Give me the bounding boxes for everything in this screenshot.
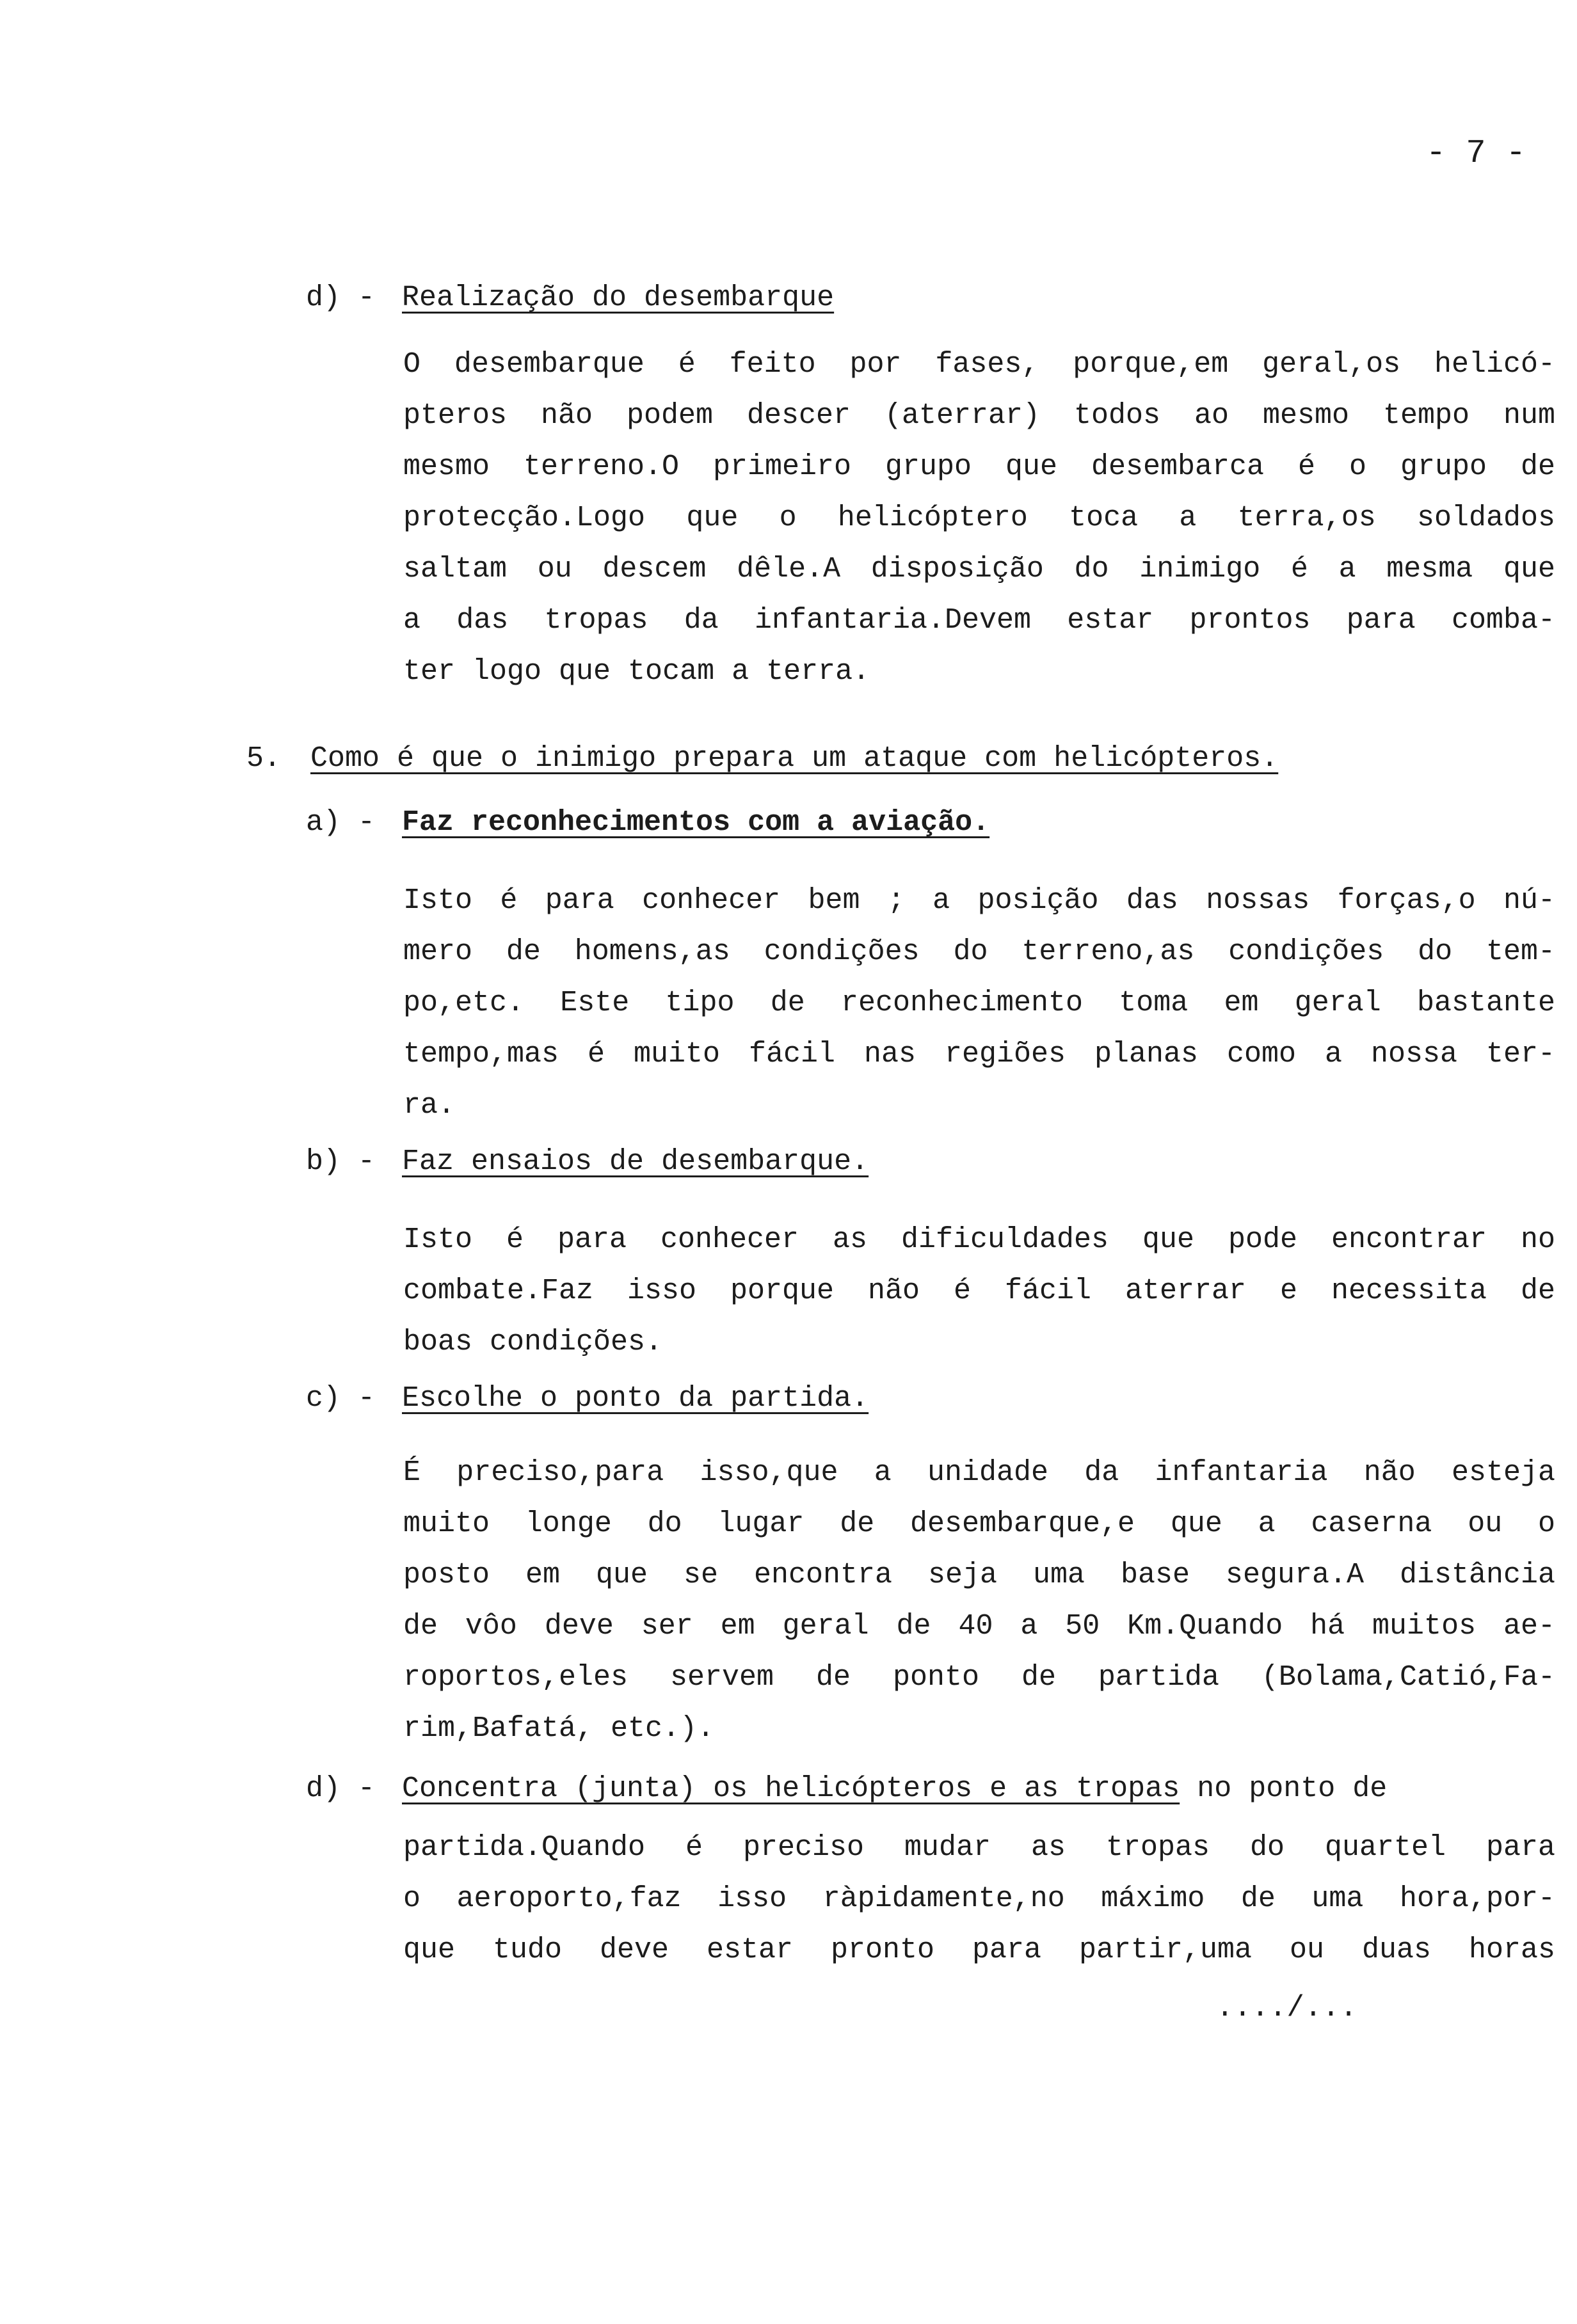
- text-line: Isto é para conhecer as dificuldades que pode encontrar no: [403, 1223, 1555, 1256]
- subsection-d-label: [306, 282, 834, 314]
- subsection-heading: Faz reconhecimentos com a aviação.: [402, 806, 990, 839]
- text-line: a das tropas da infantaria.Devem estar prontos para comba-: [403, 604, 1555, 637]
- subsection-heading: Escolhe o ponto da partida.: [402, 1382, 869, 1415]
- paragraph-concentra: [403, 1822, 1555, 1976]
- subsection-d2-label: [306, 1772, 1387, 1805]
- subsection-marker: c) -: [306, 1382, 376, 1415]
- text-line: mesmo terreno.O primeiro grupo que desembarca é o grupo de: [403, 450, 1555, 483]
- text-line: O desembarque é feito por fases, porque,em geral,os helicó-: [403, 348, 1555, 381]
- text-line: Isto é para conhecer bem ; a posição das nossas forças,o nú-: [403, 884, 1555, 917]
- paragraph-reconhecimentos: [403, 875, 1555, 1131]
- subsection-heading: Concentra (junta) os helicópteros e as tropas: [402, 1772, 1180, 1805]
- paragraph-ensaios: [403, 1214, 1555, 1368]
- text-line: pteros não podem descer (aterrar) todos ao mesmo tempo num: [403, 399, 1555, 432]
- subsection-b-label: [306, 1145, 869, 1178]
- text-line: que tudo deve estar pronto para partir,uma ou duas horas: [403, 1934, 1555, 1966]
- text-line: de vôo deve ser em geral de 40 a 50 Km.Quando há muitos ae-: [403, 1610, 1555, 1643]
- text-line: tempo,mas é muito fácil nas regiões planas como a nossa ter-: [403, 1038, 1555, 1070]
- page-number: - 7 -: [1426, 134, 1526, 172]
- subsection-heading: Faz ensaios de desembarque.: [402, 1145, 869, 1178]
- text-line: mero de homens,as condições do terreno,as condições do tem-: [403, 935, 1555, 968]
- text-line: É preciso,para isso,que a unidade da infantaria não esteja: [403, 1456, 1555, 1489]
- text-line: combate.Faz isso porque não é fácil aterrar e necessita de: [403, 1275, 1555, 1307]
- subsection-a-label: [306, 806, 989, 839]
- text-line: protecção.Logo que o helicóptero toca a terra,os soldados: [403, 502, 1555, 534]
- text-line: o aeroporto,faz isso ràpidamente,no máximo de uma hora,por-: [403, 1882, 1555, 1915]
- text-line: partida.Quando é preciso mudar as tropas do quartel para: [403, 1831, 1555, 1864]
- text-line: ter logo que tocam a terra.: [403, 655, 870, 688]
- text-line: ra.: [403, 1089, 456, 1122]
- paragraph-ponto-partida: [403, 1447, 1555, 1755]
- text-line: posto em que se encontra seja uma base segura.A distância: [403, 1559, 1555, 1591]
- subsection-c-label: [306, 1382, 869, 1415]
- text-line: roportos,eles servem de ponto de partida (Bolama,Catió,Fa-: [403, 1661, 1555, 1694]
- text-line: muito longe do lugar de desembarque,e que a caserna ou o: [403, 1508, 1555, 1540]
- section-marker: 5.: [246, 742, 282, 775]
- text-line: rim,Bafatá, etc.).: [403, 1712, 715, 1745]
- section-5-heading: [246, 742, 1278, 775]
- text-line: boas condições.: [403, 1326, 663, 1358]
- subsection-marker: b) -: [306, 1145, 376, 1178]
- subsection-heading-tail: no ponto de: [1180, 1772, 1388, 1805]
- paragraph-desembarque: [403, 339, 1555, 697]
- section-title: Como é que o inimigo prepara um ataque com helicópteros.: [310, 742, 1279, 775]
- subsection-heading: Realização do desembarque: [402, 282, 835, 314]
- continuation-mark: ..../...: [1216, 1991, 1357, 2025]
- subsection-marker: d) -: [306, 1772, 376, 1805]
- subsection-marker: d) -: [306, 282, 376, 314]
- subsection-marker: a) -: [306, 806, 376, 839]
- text-line: po,etc. Este tipo de reconhecimento toma em geral bastante: [403, 987, 1555, 1019]
- text-line: saltam ou descem dêle.A disposição do inimigo é a mesma que: [403, 553, 1555, 585]
